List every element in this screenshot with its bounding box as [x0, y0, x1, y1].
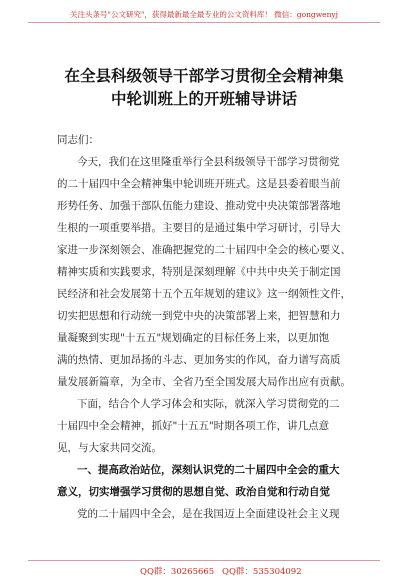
- header-rule: [28, 22, 380, 23]
- paragraph-line: 今天，我们在这里隆重举行全县科级领导干部学习贯彻党: [77, 156, 340, 168]
- paragraph-line: 精神实质和实践要求，特别是深刻理解《中共中央关于制定国: [57, 266, 341, 278]
- paragraph-line: 量发展新篇章，为全市、全省乃至全国发展大局作出应有贡献。: [57, 376, 351, 388]
- paragraph-line: 家进一步深刻领会、准确把握党的二十届四中全会的核心要义、: [57, 244, 351, 256]
- footer-rule: [28, 560, 380, 561]
- document-title-line-1: 在全县科级领导干部学习贯彻全会精神集: [64, 67, 344, 85]
- paragraph-line: 满的热情、更加昂扬的斗志、更加务实的作风，奋力谱写高质: [57, 354, 341, 366]
- header-promo-text: 关注头条号"公文研究"，获得最新最全最专业的公文资料库！ 微信：gongwenyj: [70, 10, 338, 19]
- paragraph-line: 生根的一项重要举措。主要目的是通过集中学习研讨，引导大: [57, 222, 341, 234]
- paragraph-line: 下面，结合个人学习体会和实际，就深入学习贯彻党的二: [77, 398, 340, 410]
- paragraph-line: 的二十届四中全会精神集中轮训班开班式。这是县委着眼当前: [57, 178, 341, 190]
- footer-qq-group-1: QQ群：30265665: [140, 567, 215, 577]
- paragraph-line: 切实把思想和行动统一到党中央的决策部署上来，把智慧和力: [57, 310, 341, 322]
- footer-qq-group-2: QQ群：535304092: [222, 567, 302, 577]
- paragraph-line: 量凝聚到实现"十五五"规划确定的目标任务上来，以更加饱: [57, 332, 330, 344]
- paragraph-line: 党的二十届四中全会，是在我国迈上全面建设社会主义现: [77, 508, 340, 520]
- section-heading-line-1: 一、提高政治站位，深刻认识党的二十届四中全会的重大: [77, 464, 340, 476]
- salutation: 同志们：: [57, 134, 99, 146]
- section-heading-line-2: 意义，切实增强学习贯彻的思想自觉、政治自觉和行动自觉: [57, 486, 330, 498]
- paragraph-line: 十届四中全会精神，抓好"十五五"时期各项工作，讲几点意: [57, 420, 330, 432]
- document-title-line-2: 中轮训班上的开班辅导讲话: [110, 90, 297, 108]
- paragraph-line: 民经济和社会发展第十五个五年规划的建议》这一纲领性文件，: [57, 288, 351, 300]
- paragraph-line: 形势任务、加强干部队伍能力建设、推动党中央决策部署落地: [57, 200, 341, 212]
- paragraph-line: 见，与大家共同交流。: [57, 442, 162, 454]
